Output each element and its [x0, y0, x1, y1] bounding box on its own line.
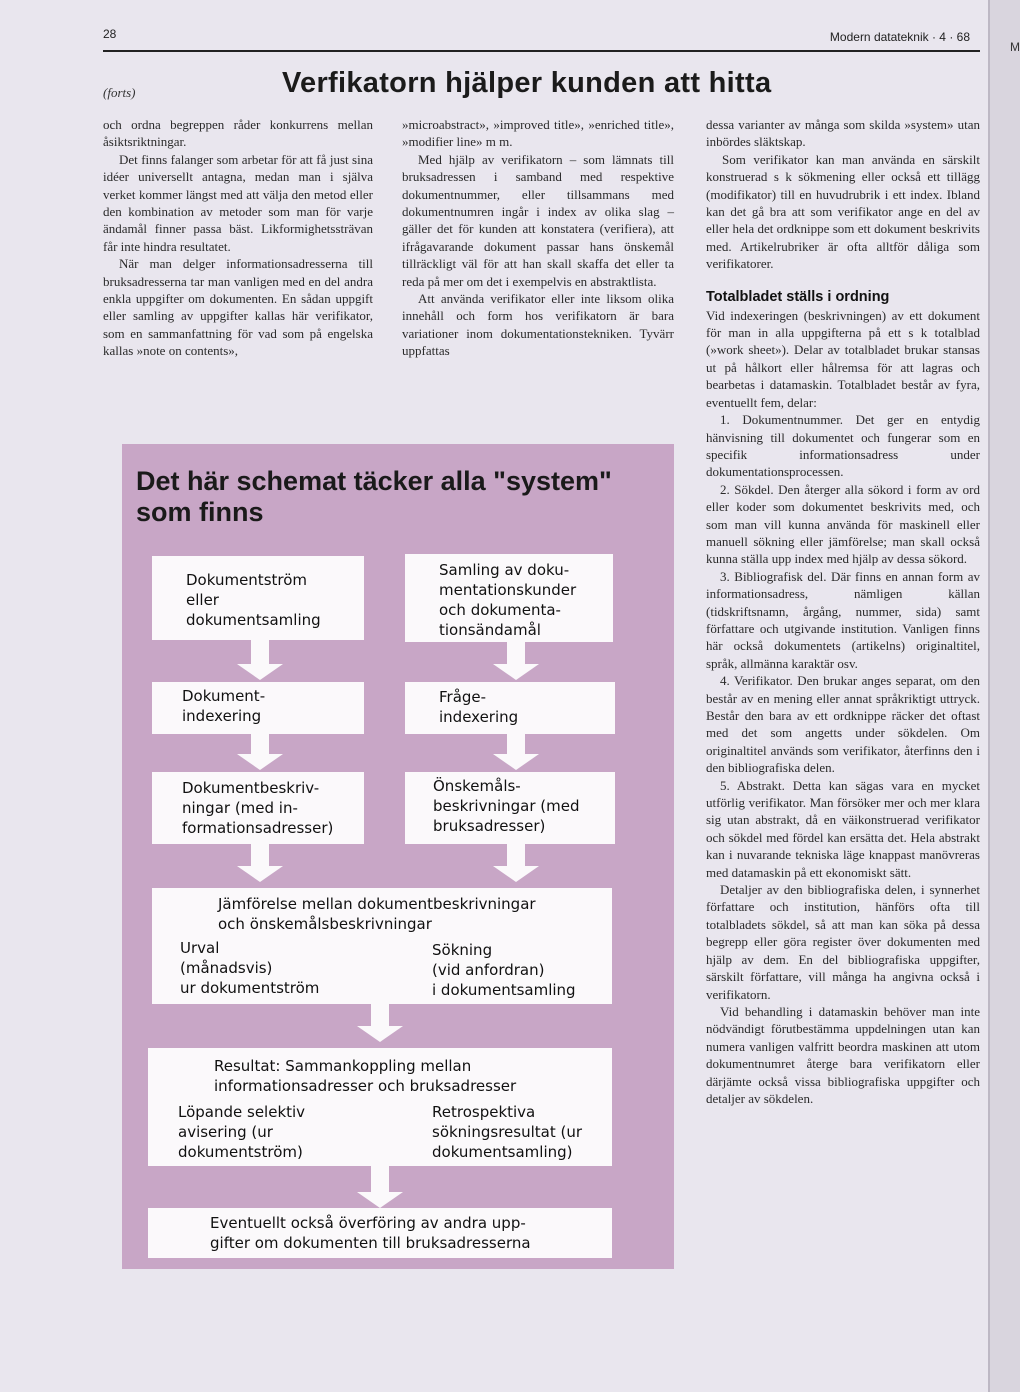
box-text-line: Urval	[180, 939, 220, 957]
list-item: 1. Dokumentnummer. Det ger en entydig hänvisning till dokumentet och fungerar som en specifik informationsadress under dokumentationsprocessen.	[706, 412, 980, 480]
paragraph: Vid behandling i datamaskin behöver man inte nödvändigt förutbestämma uppdelningen utan kan numera vanligen valfritt beordra maskinen att utom dokumentnumret återge bara verifikatorn eller därjämte också vissa bibliografiska uppgifter och detaljer av sökdelen.	[706, 1003, 980, 1106]
box-text-line: sökningsresultat (ur	[432, 1123, 582, 1141]
box-text-line: eller	[186, 591, 219, 609]
diagram-title	[136, 466, 666, 528]
box-document-indexing	[152, 682, 364, 734]
box-text-line: dokumentström)	[178, 1143, 303, 1161]
page-number: 28	[103, 27, 117, 41]
box-text-line: Dokumentbeskriv-	[182, 779, 320, 797]
box-text-line: Resultat: Sammankoppling mellan	[214, 1057, 472, 1075]
box-text-line: ningar (med in-	[182, 799, 298, 817]
page-gutter	[988, 0, 1020, 1392]
list-item: 4. Verifikator. Den brukar anges separat, om den består av en mening eller annat språkriktigt uttryck. Består den bara av ett ordknippe räcker det oftast med det som angetts under sökdelen. Om originaltitel används som verifikator, återfinns den i den bibliografiska delen.	[706, 673, 980, 776]
text-column-3	[706, 116, 980, 1107]
paragraph: När man delger informationsadresserna till bruksadresserna tar man vanligen med en del andra enkla uppgifter om dokumenten. En sådan uppgift eller samling av uppgifter kallas här verifikator, som en sammanfattning för vad som på engelska kallas »note on contents»,	[103, 256, 373, 359]
box-text-line: bruksadresser)	[433, 817, 546, 835]
box-text-line: och dokumenta-	[439, 601, 561, 619]
comparison-heading	[218, 894, 536, 934]
section-body	[706, 307, 980, 1108]
box-text-line: indexering	[182, 707, 262, 725]
paragraph: och ordna begreppen råder konkurrens mellan åsiktsriktningar.	[103, 117, 373, 150]
section-subheading: Totalbladet ställs i ordning	[706, 288, 890, 305]
list-item: 3. Bibliografisk del. Där finns en annan form av informationsadress, nämligen källan (tidskriftsnamn, årgång, nummer, sida) samt författare och utgivande institution. Vanligen finns här också dokumentets (artikelns) originaltitel, språk, allmänna karaktär osv.	[706, 568, 980, 671]
box-text-line: Dokumentström	[186, 571, 308, 589]
paragraph: Som verifikator kan man använda en särskilt konstruerad s k sökmening eller också ett tillägg (modifikator) till en huvudrubrik i ett index. Ibland kan det gå bra att som verifikator ange en del av eller hela det ordknippe som ett dokument beskrivits med. Artikelrubriker är ofta alltför dåliga som verifikatorer.	[706, 151, 980, 272]
box-text-line: tionsändamål	[439, 621, 541, 639]
box-customer-collection	[405, 554, 613, 642]
header-rule	[103, 50, 980, 52]
comparison-selection	[180, 938, 319, 998]
box-text-line: Retrospektiva	[432, 1103, 536, 1121]
result-selective	[178, 1102, 305, 1162]
text-column-1	[103, 116, 373, 360]
paragraph: Med hjälp av verifikatorn – som lämnats till bruksadressen i samband med respektive dokumentnummer, eller tillsammans med dokumentnumren ingår i index av olika slag – gäller det för kunden att konstatera (verifiera), att ifrågavarande dokument passar hans önskemål tillräckligt väl för att han skall skaffa det eller ta reda på mer om det i exempelvis en abstraktlista.	[402, 151, 674, 289]
paragraph: »microabstract», »improved title», »enriched title», »modifier line» m m.	[402, 117, 674, 150]
paragraph: Det finns falanger som arbetar för att få just sina idéer universellt antagna, medan man i själva verket kommer längst med att välja den metod eller den kombination av metoder som man för varje ändamål finner passa bäst. Likformighetssträvan får inte hindra resultatet.	[103, 151, 373, 254]
box-text-line: och önskemålsbeskrivningar	[218, 915, 432, 933]
box-text-line: indexering	[439, 708, 519, 726]
box-transfer	[148, 1208, 612, 1258]
next-page-letter: M	[1010, 40, 1020, 54]
box-text-line: dokumentsamling)	[432, 1143, 573, 1161]
box-text-line: avisering (ur	[178, 1123, 273, 1141]
list-item: 2. Sökdel. Den återger alla sökord i form av ord eller koder som dokumentet beskrivits med, och som man vill kunna använda för maskinell eller manuell sökning eller jämförelse; man skall också kunna ställa upp index med hjälp av dessa sökord.	[706, 481, 980, 567]
box-query-indexing	[405, 682, 615, 734]
flow-diagram	[122, 444, 674, 1269]
list-item: 5. Abstrakt. Detta kan sägas vara en mycket utförlig verifikator. Man försöker mer och mer klara sig utan abstrakt, då en väikonstruerad verifikator och sökdel med fördel kan ersätta det. Hela abstrakt kan i nuvarande tekniska läge knappast manövreras med datamaskin på ett ekonomiskt sätt.	[706, 777, 980, 880]
box-result	[148, 1048, 612, 1166]
box-text-line: formationsadresser)	[182, 819, 334, 837]
box-document-descriptions	[152, 772, 364, 844]
result-heading	[214, 1056, 516, 1096]
box-text-line: beskrivningar (med	[433, 797, 580, 815]
diagram-title-line: Det här schemat täcker alla "system"	[136, 466, 612, 496]
box-text-line: (vid anfordran)	[432, 961, 545, 979]
box-text-line: gifter om dokumenten till bruksadresserna	[210, 1234, 531, 1252]
box-document-stream	[152, 556, 364, 640]
paragraph: Att använda verifikator eller inte liksom olika innehåll och form hos verifikatorn är bara variationer inom dokumentationstekniken. Tyvärr uppfattas	[402, 291, 674, 359]
box-text-line: Samling av doku-	[439, 561, 570, 579]
text-column-2	[402, 116, 674, 360]
article-title: Verfikatorn hjälper kunden att hitta	[282, 67, 772, 99]
diagram-title-line: som finns	[136, 497, 264, 527]
box-text-line: Dokument-	[182, 687, 266, 705]
box-text-line: ur dokumentström	[180, 979, 320, 997]
box-text-line: Eventuellt också överföring av andra upp-	[210, 1214, 526, 1232]
box-text-line: Jämförelse mellan dokumentbeskrivningar	[218, 895, 536, 913]
box-wish-descriptions	[405, 772, 615, 844]
box-text-line: Sökning	[432, 941, 493, 959]
box-text-line: Önskemåls-	[433, 777, 521, 795]
comparison-search	[432, 940, 576, 1000]
box-text-line: mentationskunder	[439, 581, 577, 599]
box-text-line: informationsadresser och bruksadresser	[214, 1077, 517, 1095]
box-text-line: dokumentsamling	[186, 611, 321, 629]
paragraph: dessa varianter av många som skilda »system» utan inbördes släktskap.	[706, 117, 980, 150]
paragraph: Detaljer av den bibliografiska delen, i synnerhet författare och institution, hänförs ofta till totalbladets sökdel, så att man kan söka på dessa begrepp eller göra register över dokumenten med hjälp av dem. En del bibliografiska uppgifter, särskilt författare, vill många ha angivna också i verifikatorn.	[706, 882, 980, 1002]
journal-running-header: Modern datateknik · 4 · 68	[829, 30, 970, 44]
continued-label: (forts)	[103, 85, 136, 100]
box-comparison	[152, 888, 612, 1004]
box-text-line: (månadsvis)	[180, 959, 273, 977]
result-retrospective	[432, 1102, 582, 1162]
box-text-line: i dokumentsamling	[432, 981, 576, 999]
paragraph: Vid indexeringen (beskrivningen) av ett dokument för man in alla uppgifterna på ett s k totalblad (»work sheet»). Delar av totalbladet brukar stansas ut på hålkort eller hålremsa för att lagras och bearbetas i datamaskin. Totalbladet består av fyra, eventuellt fem, delar:	[706, 307, 980, 410]
box-text-line: Fråge-	[439, 688, 487, 706]
box-text-line: Löpande selektiv	[178, 1103, 306, 1121]
